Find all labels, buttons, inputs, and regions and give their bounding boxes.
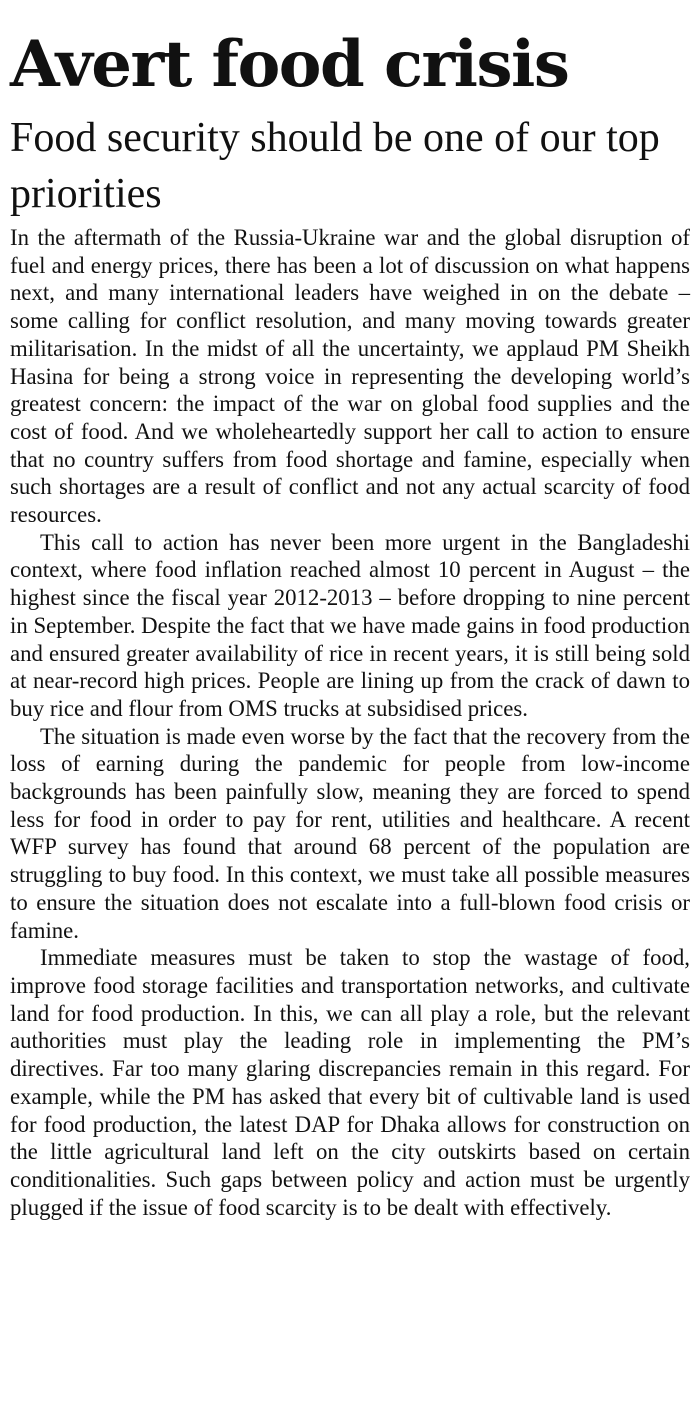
article-headline: Avert food crisis — [10, 27, 569, 102]
body-paragraph: In the aftermath of the Russia-Ukraine war and the global disruption of fuel and energy prices, there has been a lot of discussion on what happens next, and many international leaders have weighed in on the debate – some calling for conflict resolution, and many moving towards greater militarisation. In the midst of all the uncertainty, we applaud PM Sheikh Hasina for being a strong voice in representing the developing world’s greatest concern: the impact of the war on global food supplies and the cost of food. And we wholeheartedly support her call to action to ensure that no country suffers from food shortage and famine, especially when such shortages are a result of conflict and not any actual scarcity of food resources. — [10, 225, 690, 528]
article-subheadline: Food security should be one of our top priorities — [10, 115, 660, 217]
body-paragraph: This call to action has never been more urgent in the Bangladeshi context, where food inflation reached almost 10 percent in August – the highest since the fiscal year 2012-2013 – before dropping to nine percent in September. Despite the fact that we have made gains in food production and ensured greater availability of rice in recent years, it is still being sold at near-record high prices. People are lining up from the crack of dawn to buy rice and flour from OMS trucks at subsidised prices. — [10, 529, 690, 721]
body-paragraph: Immediate measures must be taken to stop the wastage of food, improve food storage facilities and transportation networks, and cultivate land for food production. In this, we can all play a role, but the relevant authorities must play the leading role in implementing the PM’s directives. Far too many glaring discrepancies remain in this regard. For example, while the PM has asked that every bit of cultivable land is used for food production, the latest DAP for Dhaka allows for construction on the little agricultural land left on the city outskirts based on certain conditionalities. Such gaps between policy and action must be urgently plugged if the issue of food scarcity is to be dealt with effectively. — [10, 945, 690, 1220]
body-paragraph: The situation is made even worse by the fact that the recovery from the loss of earning during the pandemic for people from low-income backgrounds has been painfully slow, meaning they are forced to spend less for food in order to pay for rent, utilities and healthcare. A recent WFP survey has found that around 68 percent of the population are struggling to buy food. In this context, we must take all possible measures to ensure the situation does not escalate into a full-blown food crisis or famine. — [10, 723, 690, 943]
article-body — [10, 224, 690, 1221]
